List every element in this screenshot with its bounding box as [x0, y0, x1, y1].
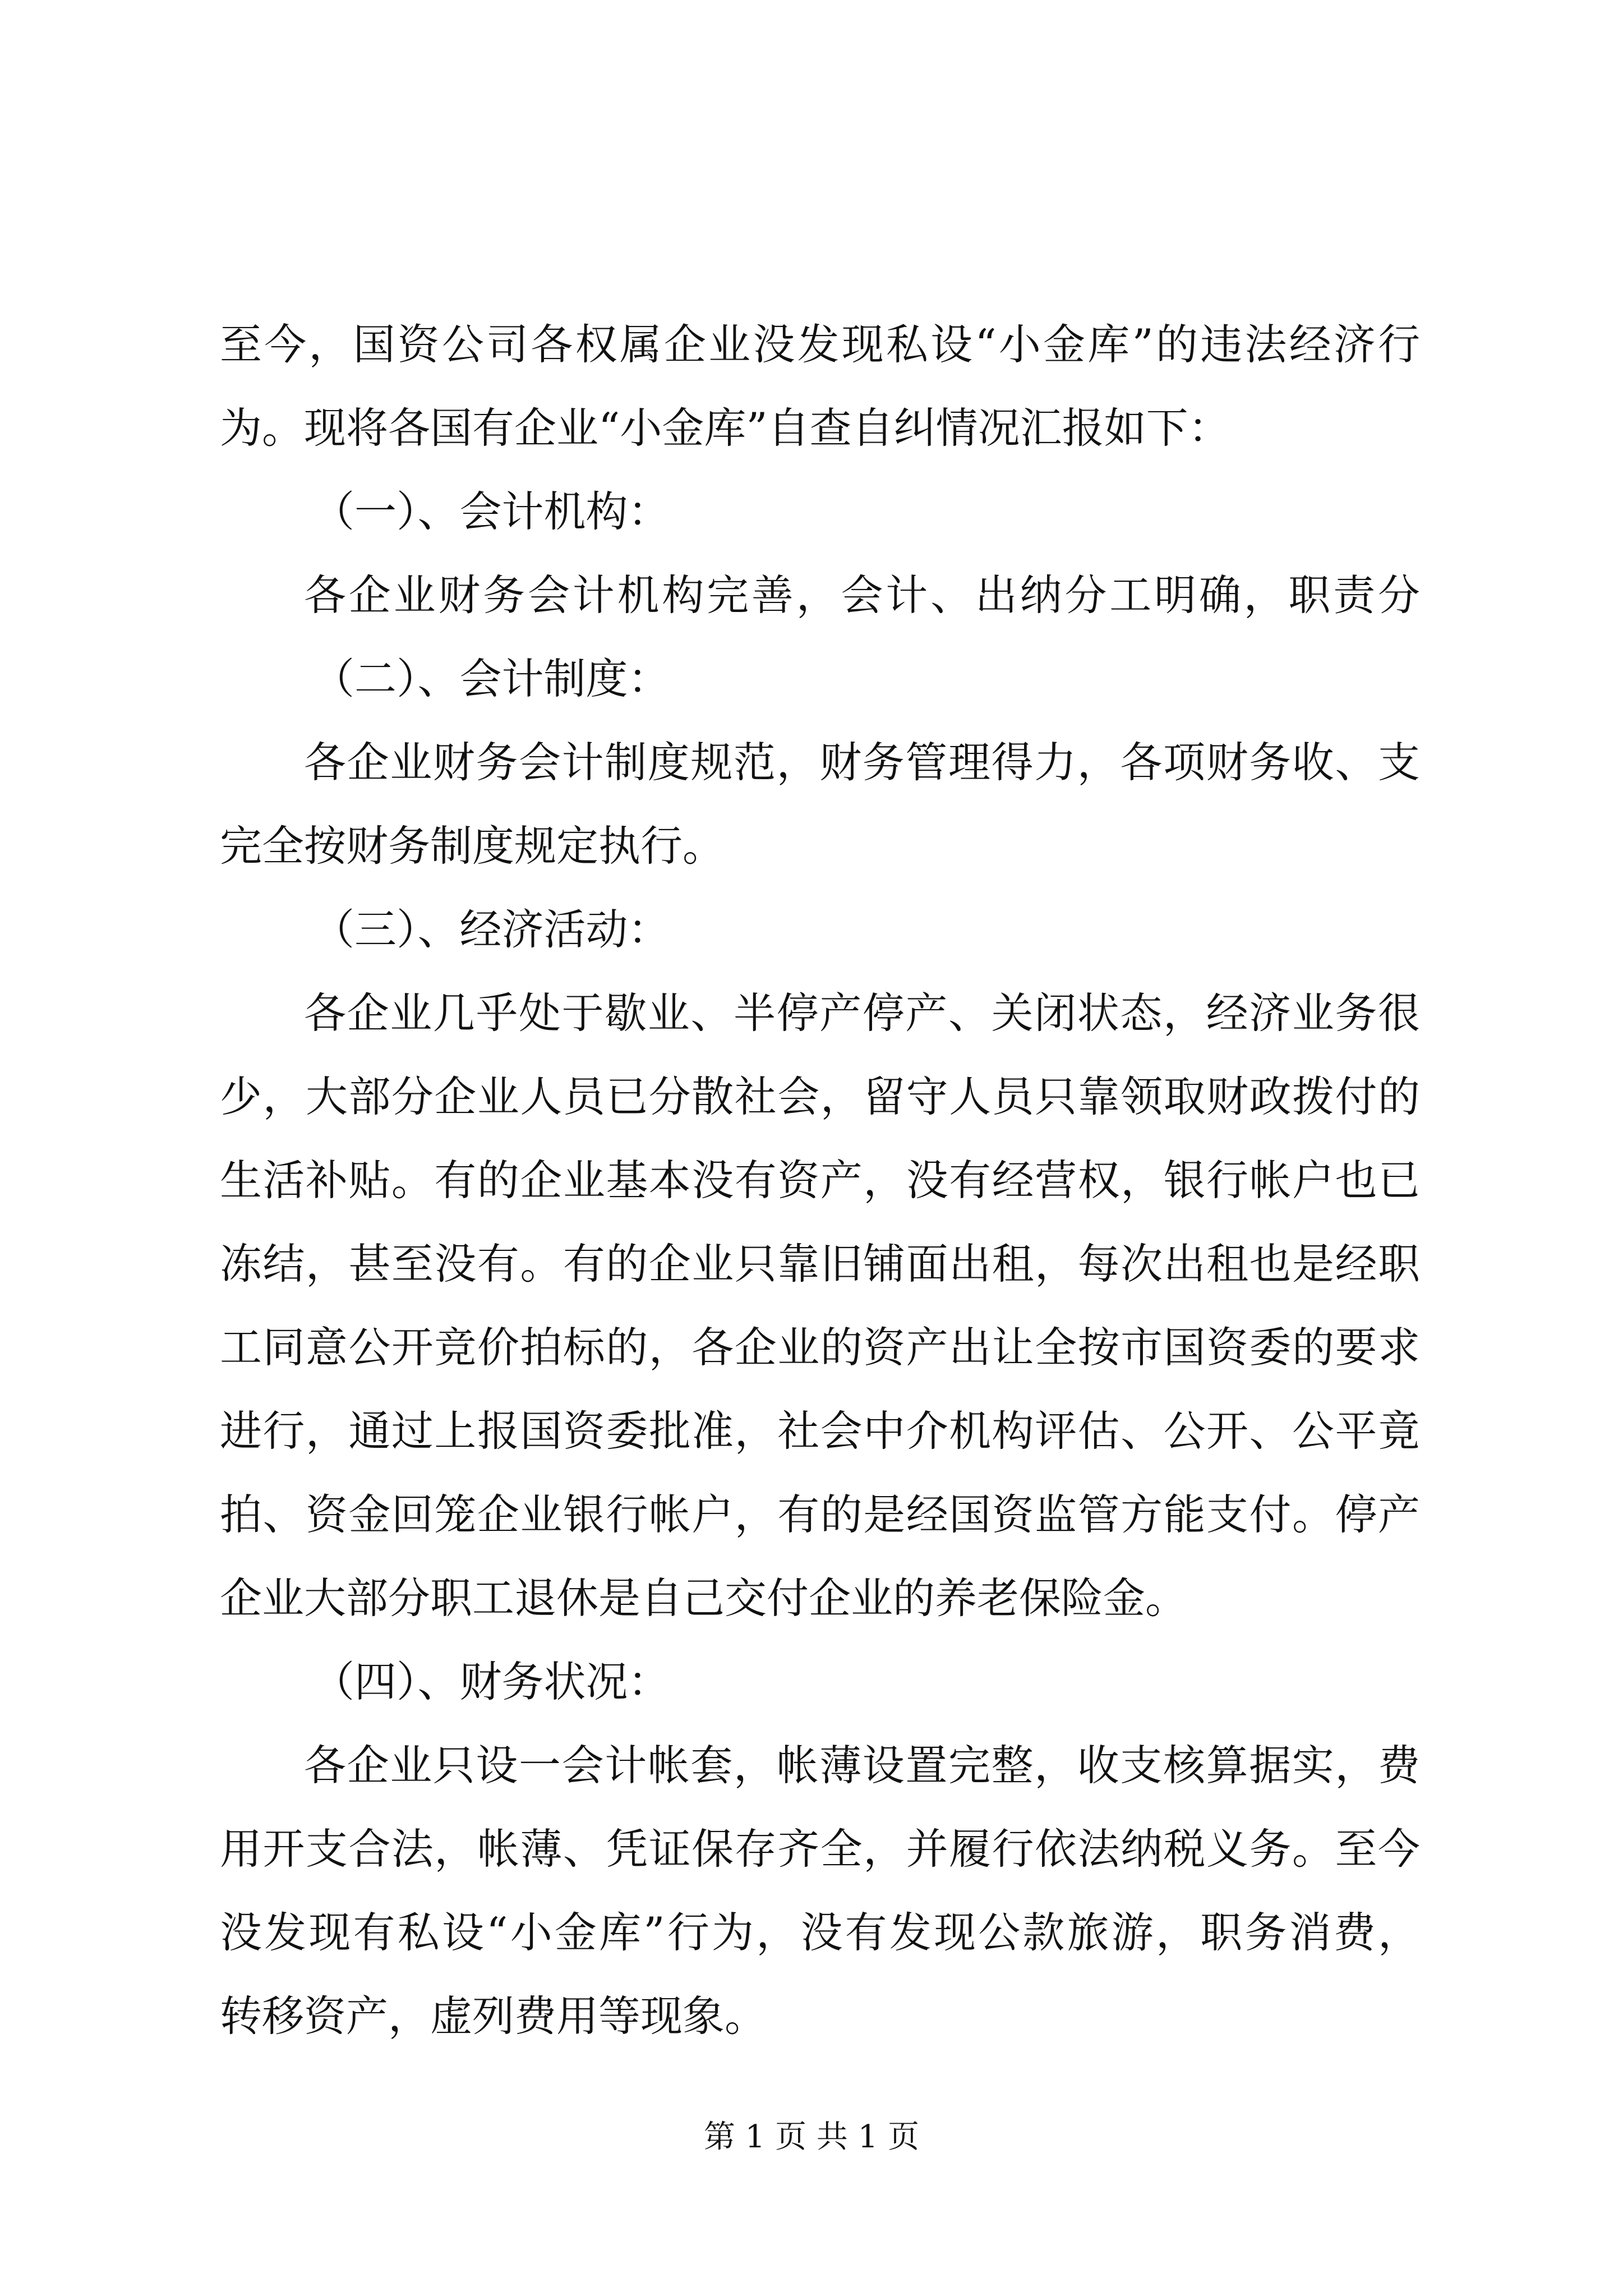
body-line: 工同意公开竞价拍标的，各企业的资产出让全按市国资委的要求: [220, 1323, 1420, 1372]
section-heading-economic-activity: （三）、经济活动：: [312, 905, 670, 954]
body-line: 转移资产，虚列费用等现象。: [220, 1991, 767, 2041]
body-line: 各企业财务会计制度规范，财务管理得力，各项财务收、支: [304, 738, 1420, 787]
page-number-footer: 第 1 页 共 1 页: [703, 2119, 920, 2155]
body-line: 进行，通过上报国资委批准，社会中介机构评估、公开、公平竟: [220, 1406, 1420, 1456]
section-heading-accounting-system: （二）、会计制度：: [312, 654, 670, 703]
body-line: 为。现将各国有企业“小金库”自查自纠情况汇报如下：: [220, 403, 1230, 453]
body-line: 冻结，甚至没有。有的企业只靠旧铺面出租，每次出租也是经职: [220, 1239, 1420, 1289]
body-line: 用开支合法，帐薄、凭证保存齐全，并履行依法纳税义务。至今: [220, 1824, 1420, 1874]
body-line: 各企业几乎处于歇业、半停产停产、关闭状态，经济业务很: [304, 988, 1420, 1038]
body-line: 各企业只设一会计帐套，帐薄设置完整，收支核算据实，费: [304, 1741, 1420, 1790]
body-line: 拍、资金回笼企业银行帐户，有的是经国资监管方能支付。停产: [220, 1490, 1420, 1539]
body-line: 完全按财务制度规定执行。: [220, 821, 725, 871]
body-line: 生活补贴。有的企业基本没有资产，没有经营权，银行帐户也已: [220, 1156, 1420, 1205]
body-line: 各企业财务会计机构完善，会计、出纳分工明确，职责分: [304, 570, 1420, 620]
section-heading-accounting-agency: （一）、会计机构：: [312, 487, 670, 536]
body-line: 少，大部分企业人员已分散社会，留守人员只靠领取财政拨付的: [220, 1072, 1420, 1121]
body-line: 企业大部分职工退休是自己交付企业的养老保险金。: [220, 1573, 1188, 1623]
body-line: 没发现有私设“小金库”行为，没有发现公款旅游，职务消费，: [220, 1908, 1420, 1957]
body-line: 至今，国资公司各权属企业没发现私设“小金库”的违法经济行: [220, 320, 1420, 369]
section-heading-financial-status: （四）、财务状况：: [312, 1657, 670, 1706]
document-body: [220, 303, 1420, 2058]
